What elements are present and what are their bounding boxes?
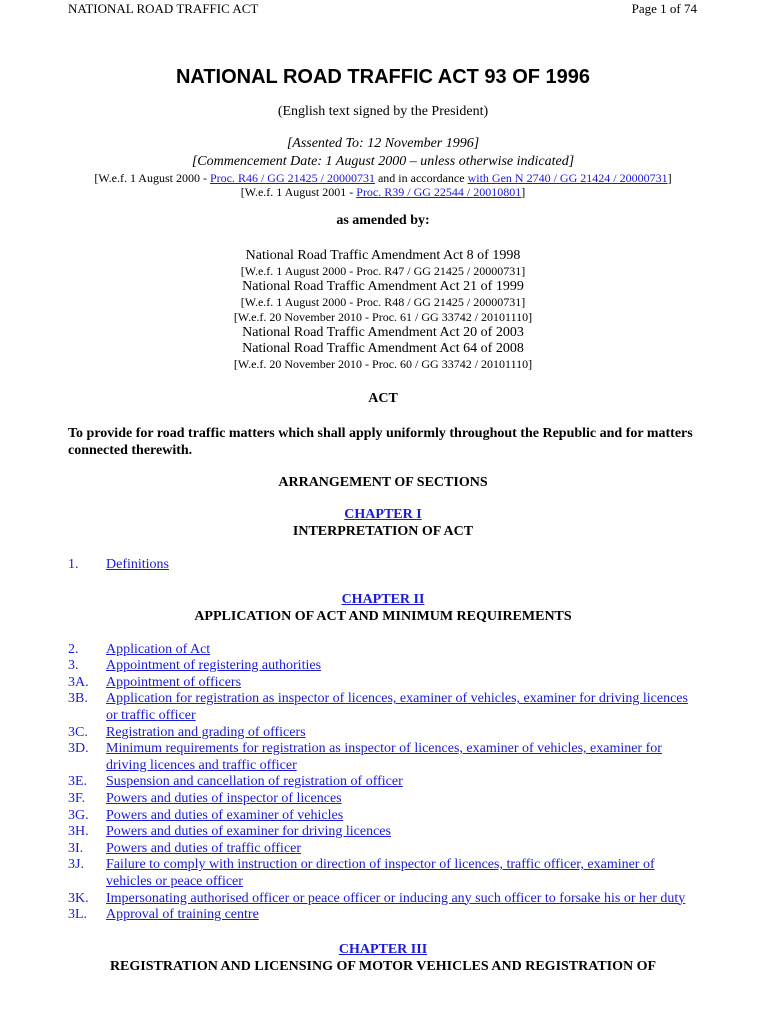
section-number: 1.: [68, 557, 79, 572]
wef-note-2: [68, 185, 698, 199]
chapter-title: INTERPRETATION OF ACT: [292, 524, 474, 539]
section-title: Approval of training centre: [106, 907, 259, 923]
section-number: 3H.: [68, 824, 89, 840]
wef1-prefix: [W.e.f. 1 August 2000 -: [94, 171, 210, 185]
chapter-title: APPLICATION OF ACT AND MINIMUM REQUIREMENTS: [194, 608, 572, 624]
section-link[interactable]: [68, 857, 698, 890]
commencement-date: [Commencement Date: 1 August 2000 – unless otherwise indicated]: [191, 154, 575, 169]
section-title: Application of Act: [106, 641, 211, 657]
chapter-heading: [68, 591, 698, 608]
section-title: Appointment of registering authorities: [106, 658, 322, 674]
section-link[interactable]: [68, 658, 698, 675]
proc-r39-link[interactable]: Proc. R39 / GG 22544 / 20010801: [356, 185, 522, 199]
section-title: Impersonating authorised officer or peace officer or inducing any such officer to forsake his or her duty: [106, 890, 686, 906]
section-number: 3A.: [68, 674, 89, 690]
amendment-note: [W.e.f. 20 November 2010 - Proc. 60 / GG 33742 / 20101110]: [233, 357, 533, 371]
section-title: Registration and grading of officers: [106, 724, 306, 740]
section-title: Minimum requirements for registration as inspector of licences, examiner of vehicles, examiner for driving licences and traffic officer: [106, 741, 662, 773]
amendment-note: [W.e.f. 1 August 2000 - Proc. R47 / GG 21425 / 20000731]: [240, 264, 526, 278]
proc-r46-link[interactable]: Proc. R46 / GG 21425 / 20000731: [209, 171, 375, 185]
section-title: Powers and duties of examiner of vehicles: [106, 807, 344, 823]
document-subtitle: (English text signed by the President): [277, 104, 489, 119]
section-link[interactable]: [68, 824, 698, 841]
amendment-item: [68, 325, 698, 341]
amendment-title: National Road Traffic Amendment Act 20 of 2003: [242, 325, 524, 340]
chapter-1-link[interactable]: CHAPTER I: [344, 507, 422, 522]
section-link[interactable]: [68, 691, 698, 724]
section-list: [68, 557, 698, 574]
act-heading: ACT: [368, 391, 398, 406]
document-title: NATIONAL ROAD TRAFFIC ACT 93 OF 1996: [175, 66, 591, 88]
chapter-title: REGISTRATION AND LICENSING OF MOTOR VEHICLES AND REGISTRATION OF: [109, 958, 657, 974]
section-number: 3B.: [68, 691, 88, 707]
section-link[interactable]: [68, 642, 698, 659]
long-title: To provide for road traffic matters which shall apply uniformly throughout the Republic and for matters connected therewith.: [68, 426, 693, 458]
page-indicator: Page 1 of 74: [631, 1, 697, 16]
section-title: Failure to comply with instruction or direction of inspector of licences, traffic officer, examiner of vehicles or peace officer: [106, 857, 655, 889]
wef-note-1: [58, 171, 708, 185]
section-number: 3K.: [68, 890, 89, 906]
section-number: 3D.: [68, 741, 89, 757]
amendment-title: National Road Traffic Amendment Act 8 of 1998: [245, 248, 521, 263]
section-number: 3F.: [68, 790, 86, 806]
section-title: Powers and duties of traffic officer: [106, 840, 302, 856]
chapter-3-link[interactable]: CHAPTER III: [338, 941, 428, 957]
section-link[interactable]: [68, 907, 698, 924]
wef2-prefix: [W.e.f. 1 August 2001 -: [240, 185, 357, 199]
section-number: 3C.: [68, 724, 88, 740]
amendment-item: [68, 341, 698, 372]
section-number: 3G.: [68, 807, 89, 823]
section-title: Appointment of officers: [106, 674, 242, 690]
amendment-note: [W.e.f. 1 August 2000 - Proc. R48 / GG 21425 / 20000731]: [240, 295, 526, 309]
section-title: Powers and duties of inspector of licences: [106, 790, 342, 806]
section-list: [68, 642, 698, 924]
amended-by-heading: as amended by:: [336, 213, 430, 228]
amendment-item: [68, 279, 698, 325]
section-link[interactable]: [68, 808, 698, 825]
section-number: 3L.: [68, 907, 88, 923]
section-number: 3I.: [68, 840, 84, 856]
arrangement-heading: ARRANGEMENT OF SECTIONS: [278, 475, 488, 490]
chapter-heading: [68, 941, 698, 958]
section-link[interactable]: [68, 791, 698, 808]
section-number: 3J.: [68, 857, 84, 873]
section-link[interactable]: [68, 841, 698, 858]
section-title: Powers and duties of examiner for driving licences: [106, 824, 391, 840]
document-page: [68, 60, 698, 975]
chapter-2-link[interactable]: CHAPTER II: [341, 591, 425, 607]
wef1-suffix: ]: [667, 171, 672, 185]
section-title: Suspension and cancellation of registration of officer: [106, 774, 403, 790]
section-number: 2.: [68, 641, 79, 657]
amendment-item: [68, 248, 698, 279]
section-title: Definitions: [106, 557, 169, 572]
chapter-heading: [68, 506, 698, 523]
amendment-note: [W.e.f. 20 November 2010 - Proc. 61 / GG 33742 / 20101110]: [233, 310, 533, 324]
section-number: 3.: [68, 658, 79, 674]
section-title: Application for registration as inspector of licences, examiner of vehicles, examiner for driving licences or traffic officer: [106, 691, 688, 723]
amendment-title: National Road Traffic Amendment Act 64 of 2008: [242, 341, 524, 356]
section-link[interactable]: [68, 891, 698, 908]
section-link[interactable]: [68, 675, 698, 692]
wef1-mid: and in accordance: [374, 171, 468, 185]
amendment-list: [68, 248, 698, 372]
section-link[interactable]: [68, 774, 698, 791]
gen-n-2740-link[interactable]: with Gen N 2740 / GG 21424 / 20000731: [467, 171, 668, 185]
running-header: [68, 0, 697, 20]
section-number: 3E.: [68, 774, 88, 790]
assent-date: [Assented To: 12 November 1996]: [286, 136, 480, 151]
section-link[interactable]: [68, 725, 698, 742]
section-link[interactable]: [68, 741, 698, 774]
wef2-suffix: ]: [521, 185, 526, 199]
running-title: NATIONAL ROAD TRAFFIC ACT: [68, 1, 259, 16]
section-link[interactable]: [68, 557, 698, 574]
amendment-title: National Road Traffic Amendment Act 21 of 1999: [242, 279, 524, 294]
